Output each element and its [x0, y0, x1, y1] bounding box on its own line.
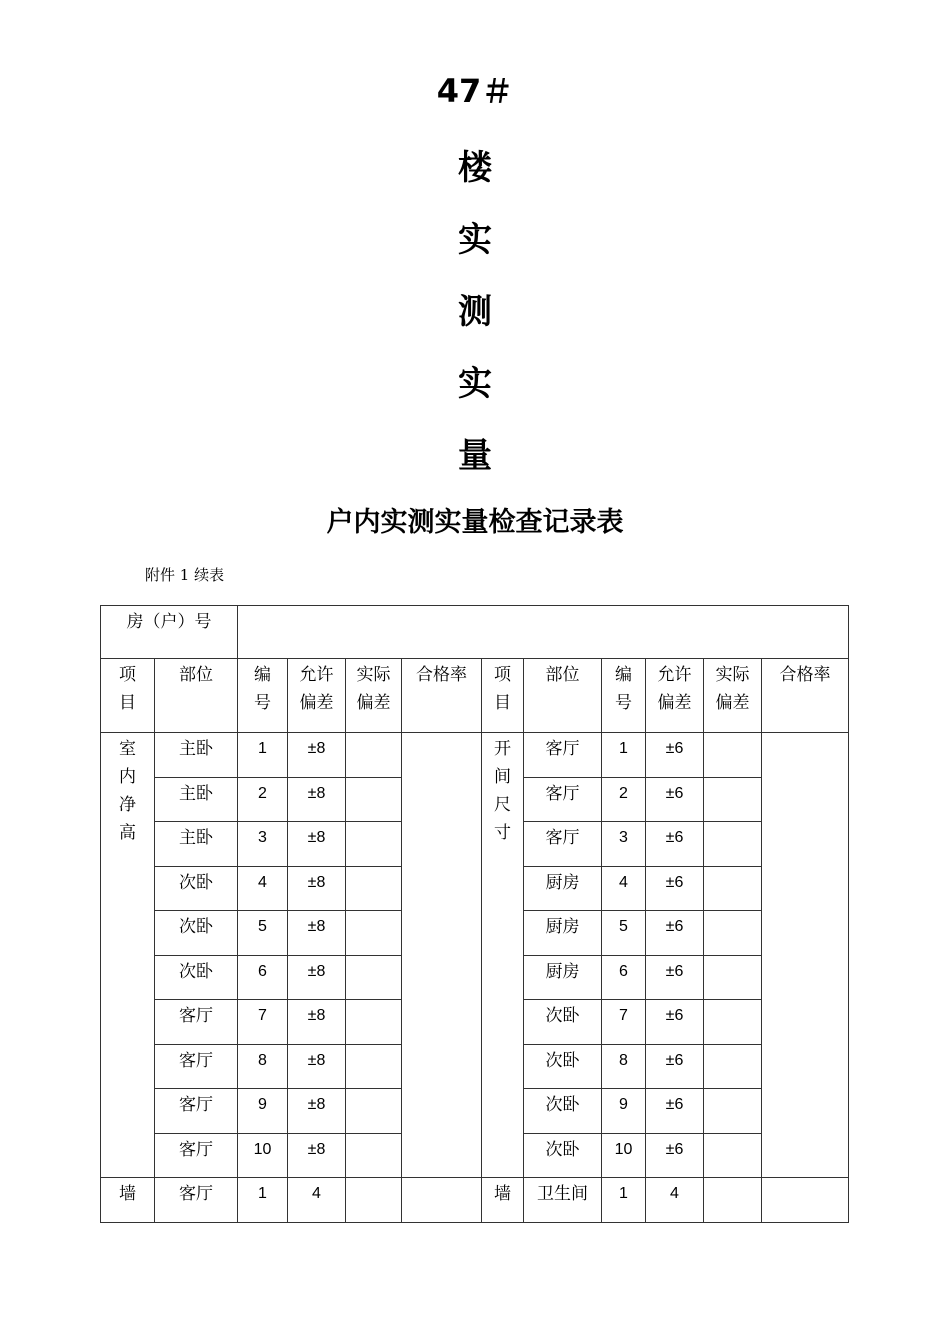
number-cell-right: 5	[619, 918, 628, 935]
actual-deviation-cell-right[interactable]	[704, 866, 762, 911]
actual-deviation-cell-right[interactable]	[704, 955, 762, 1000]
tolerance-cell: ±8	[307, 1051, 326, 1069]
header-actual: 实际 偏差	[356, 665, 391, 713]
header-tolerance-right: 允许 偏差	[657, 665, 692, 713]
number-cell: 6	[258, 962, 267, 980]
table-row	[101, 733, 849, 778]
header-pass-rate: 合格率	[416, 665, 467, 685]
number-cell: 7	[258, 1007, 267, 1024]
location-cell-right: 客厅	[545, 783, 580, 804]
building-number: 47＃	[436, 72, 514, 110]
number-cell-right: 1	[619, 740, 628, 757]
number-cell: 1	[258, 740, 267, 757]
number-cell-right: 7	[619, 1007, 628, 1024]
pass-rate-cell-right[interactable]	[762, 733, 849, 1178]
tolerance-cell: ±8	[307, 829, 326, 846]
header-item: 项 目	[119, 665, 136, 713]
header-row	[101, 659, 849, 733]
actual-deviation-cell[interactable]	[346, 1089, 402, 1134]
tolerance-cell: ±8	[307, 918, 326, 935]
header-item-right: 项 目	[494, 665, 511, 713]
wall-actual-cell-right[interactable]	[704, 1178, 762, 1223]
wall-number-right: 1	[619, 1185, 628, 1202]
location-cell: 主卧	[179, 828, 213, 848]
wall-tolerance: 4	[312, 1185, 321, 1202]
wall-number: 1	[258, 1185, 267, 1202]
location-cell: 客厅	[179, 1139, 213, 1160]
actual-deviation-cell[interactable]	[346, 822, 402, 867]
location-cell-right: 次卧	[545, 1050, 580, 1071]
header-number-right: 编 号	[615, 665, 632, 713]
location-cell: 客厅	[179, 1050, 213, 1071]
tolerance-cell-right: ±6	[665, 918, 684, 935]
wall-location-right: 卫生间	[537, 1184, 588, 1204]
location-cell-right: 次卧	[545, 1006, 580, 1026]
tolerance-cell: ±8	[307, 1007, 326, 1024]
actual-deviation-cell[interactable]	[346, 733, 402, 778]
number-cell-right: 9	[619, 1096, 628, 1113]
room-number-label: 房（户）号	[126, 612, 212, 632]
inspection-table	[100, 605, 849, 1223]
actual-deviation-cell[interactable]	[346, 1000, 402, 1045]
number-cell-right: 2	[619, 784, 628, 802]
tolerance-cell-right: ±6	[665, 1051, 684, 1069]
room-number-value	[238, 606, 848, 608]
actual-deviation-cell-right[interactable]	[704, 822, 762, 867]
tolerance-cell-right: ±6	[665, 1007, 684, 1024]
tolerance-cell-right: ±6	[665, 1096, 684, 1113]
header-location-right: 部位	[545, 665, 580, 685]
wall-pass-rate-cell-right[interactable]	[762, 1178, 849, 1223]
actual-deviation-cell-right[interactable]	[704, 1044, 762, 1089]
location-cell: 主卧	[179, 739, 213, 759]
location-cell-right: 厨房	[545, 872, 580, 893]
number-cell-right: 10	[614, 1140, 633, 1158]
number-cell: 9	[258, 1096, 267, 1113]
actual-deviation-cell-right[interactable]	[704, 733, 762, 778]
header-actual-right: 实际 偏差	[715, 665, 750, 713]
header-pass-rate-right: 合格率	[779, 665, 831, 685]
wall-pass-rate-cell[interactable]	[402, 1178, 482, 1223]
location-cell-right: 厨房	[545, 961, 580, 982]
actual-deviation-cell-right[interactable]	[704, 1089, 762, 1134]
table-title: 户内实测实量检查记录表	[326, 507, 624, 538]
number-cell-right: 6	[619, 962, 628, 980]
actual-deviation-cell[interactable]	[346, 1133, 402, 1178]
number-cell: 2	[258, 784, 267, 802]
wall-item: 墙	[119, 1184, 136, 1204]
tolerance-cell: ±8	[307, 873, 326, 891]
tolerance-cell: ±8	[307, 1096, 326, 1113]
wall-item-right: 墙	[494, 1184, 511, 1204]
number-cell: 5	[258, 918, 267, 935]
wall-row	[101, 1178, 849, 1223]
location-cell: 主卧	[179, 783, 213, 804]
tolerance-cell-right: ±6	[665, 873, 684, 891]
attachment-note: 附件 1 续表	[145, 566, 225, 584]
wall-tolerance-right: 4	[670, 1185, 679, 1202]
number-cell-right: 4	[619, 873, 628, 891]
tolerance-cell: ±8	[307, 962, 326, 980]
title-char-2: 实	[458, 220, 492, 260]
location-cell: 客厅	[179, 1006, 213, 1026]
tolerance-cell-right: ±6	[665, 740, 684, 757]
number-cell: 4	[258, 873, 267, 891]
title-char-3: 测	[458, 292, 492, 332]
location-cell-right: 客厅	[545, 828, 580, 848]
actual-deviation-cell[interactable]	[346, 1044, 402, 1089]
tolerance-cell-right: ±6	[665, 829, 684, 846]
location-cell: 次卧	[179, 961, 213, 982]
room-number-value-cell[interactable]	[238, 606, 849, 659]
wall-location: 客厅	[179, 1184, 213, 1204]
title-char-1: 楼	[458, 148, 492, 188]
pass-rate-cell[interactable]	[402, 733, 482, 1178]
actual-deviation-cell-right[interactable]	[704, 911, 762, 956]
title-char-4: 实	[458, 364, 492, 404]
category-room-size: 开 间 尺 寸	[494, 739, 511, 843]
tolerance-cell-right: ±6	[665, 962, 684, 980]
actual-deviation-cell[interactable]	[346, 866, 402, 911]
actual-deviation-cell-right[interactable]	[704, 777, 762, 822]
tolerance-cell-right: ±6	[665, 1140, 684, 1158]
location-cell: 客厅	[179, 1095, 213, 1115]
room-number-row	[101, 606, 849, 659]
tolerance-cell: ±8	[307, 740, 326, 757]
actual-deviation-cell-right[interactable]	[704, 1000, 762, 1045]
wall-actual-cell[interactable]	[346, 1178, 402, 1223]
title-char-5: 量	[458, 436, 492, 476]
tolerance-cell: ±8	[307, 784, 326, 802]
room-number-label-cell	[101, 606, 238, 659]
header-location: 部位	[179, 665, 213, 685]
header-number: 编 号	[254, 665, 271, 713]
location-cell-right: 客厅	[545, 739, 580, 759]
location-cell-right: 次卧	[545, 1095, 580, 1115]
location-cell-right: 次卧	[545, 1139, 580, 1160]
location-cell: 次卧	[179, 917, 213, 937]
location-cell: 次卧	[179, 872, 213, 893]
actual-deviation-cell[interactable]	[346, 911, 402, 956]
actual-deviation-cell[interactable]	[346, 955, 402, 1000]
number-cell: 10	[253, 1140, 272, 1158]
number-cell-right: 3	[619, 829, 628, 846]
number-cell: 3	[258, 829, 267, 846]
location-cell-right: 厨房	[545, 917, 580, 937]
actual-deviation-cell-right[interactable]	[704, 1133, 762, 1178]
tolerance-cell: ±8	[307, 1140, 326, 1158]
actual-deviation-cell[interactable]	[346, 777, 402, 822]
category-indoor-height: 室 内 净 高	[119, 739, 136, 843]
number-cell: 8	[258, 1051, 267, 1069]
tolerance-cell-right: ±6	[665, 784, 684, 802]
number-cell-right: 8	[619, 1051, 628, 1069]
header-tolerance: 允许 偏差	[299, 665, 334, 713]
